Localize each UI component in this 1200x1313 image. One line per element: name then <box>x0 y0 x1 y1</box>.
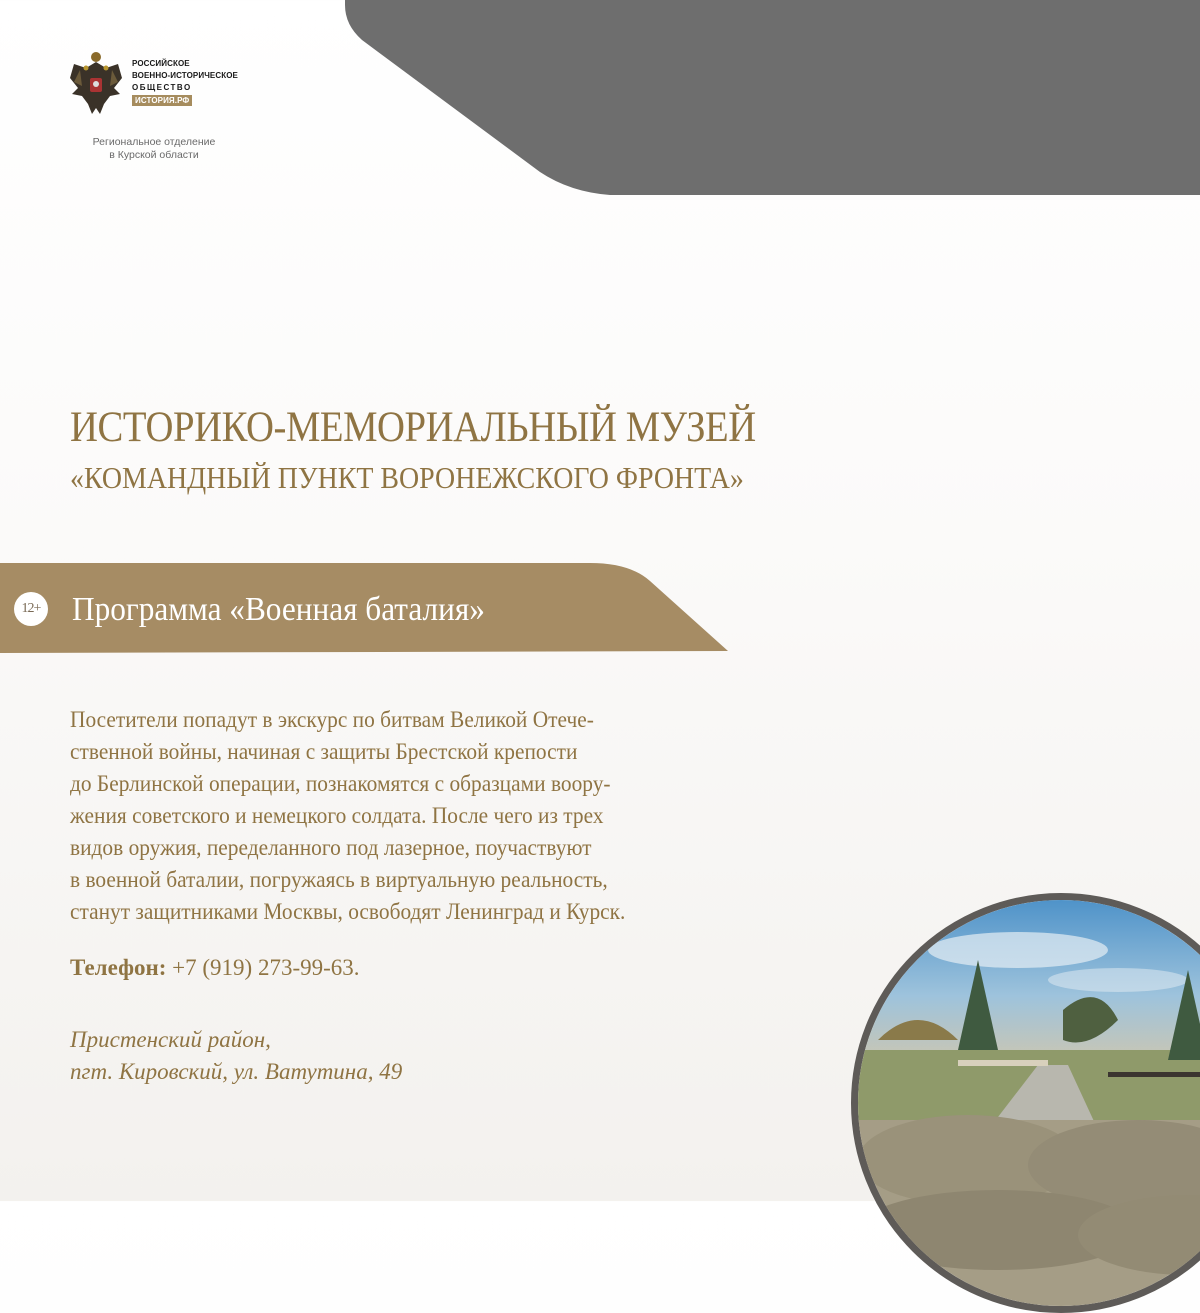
museum-title: ИСТОРИКО-МЕМОРИАЛЬНЫЙ МУЗЕЙ <box>70 404 756 451</box>
description-line: Посетители попадут в экскурс по битвам Великой Отече- <box>70 707 594 732</box>
region-line-2: в Курской области <box>109 149 199 161</box>
region-line-1: Региональное отделение <box>92 136 216 148</box>
org-line-3: ОБЩЕСТВО <box>132 83 192 92</box>
description-line: в военной баталии, погружаясь в виртуальную реальность, <box>70 867 608 892</box>
address-line-2: пгт. Кировский, ул. Ватутина, 49 <box>70 1059 403 1084</box>
battlefield-photo <box>851 893 1200 1313</box>
org-name <box>132 58 238 107</box>
address <box>70 1024 402 1088</box>
site-badge: ИСТОРИЯ.РФ <box>132 95 192 106</box>
description-line: жения советского и немецкого солдата. После чего из трех <box>70 803 604 828</box>
region-label <box>84 136 224 162</box>
phone-number: +7 (919) 273-99-63. <box>166 955 360 980</box>
description-line: видов оружия, переделанного под лазерное, поучаствуют <box>70 835 592 860</box>
program-description <box>70 704 777 928</box>
phone-label: Телефон: <box>70 955 167 980</box>
org-line-1: РОССИЙСКОЕ <box>132 59 190 68</box>
age-rating-badge: 12+ <box>14 592 48 626</box>
description-line: станут защитниками Москвы, освободят Ленинград и Курск. <box>70 899 626 924</box>
program-title: Программа «Военная баталия» <box>72 591 485 628</box>
org-line-2: ВОЕННО-ИСТОРИЧЕСКОЕ <box>132 71 238 80</box>
description-line: до Берлинской операции, познакомятся с образцами воору- <box>70 771 611 796</box>
battlefield-scene-image <box>858 900 1200 1313</box>
phone-info <box>70 953 360 983</box>
museum-subtitle: «КОМАНДНЫЙ ПУНКТ ВОРОНЕЖСКОГО ФРОНТА» <box>70 460 744 495</box>
address-line-1: Пристенский район, <box>70 1027 271 1052</box>
description-line: ственной войны, начиная с защиты Брестской крепости <box>70 739 578 764</box>
double-headed-eagle-icon <box>68 48 124 118</box>
